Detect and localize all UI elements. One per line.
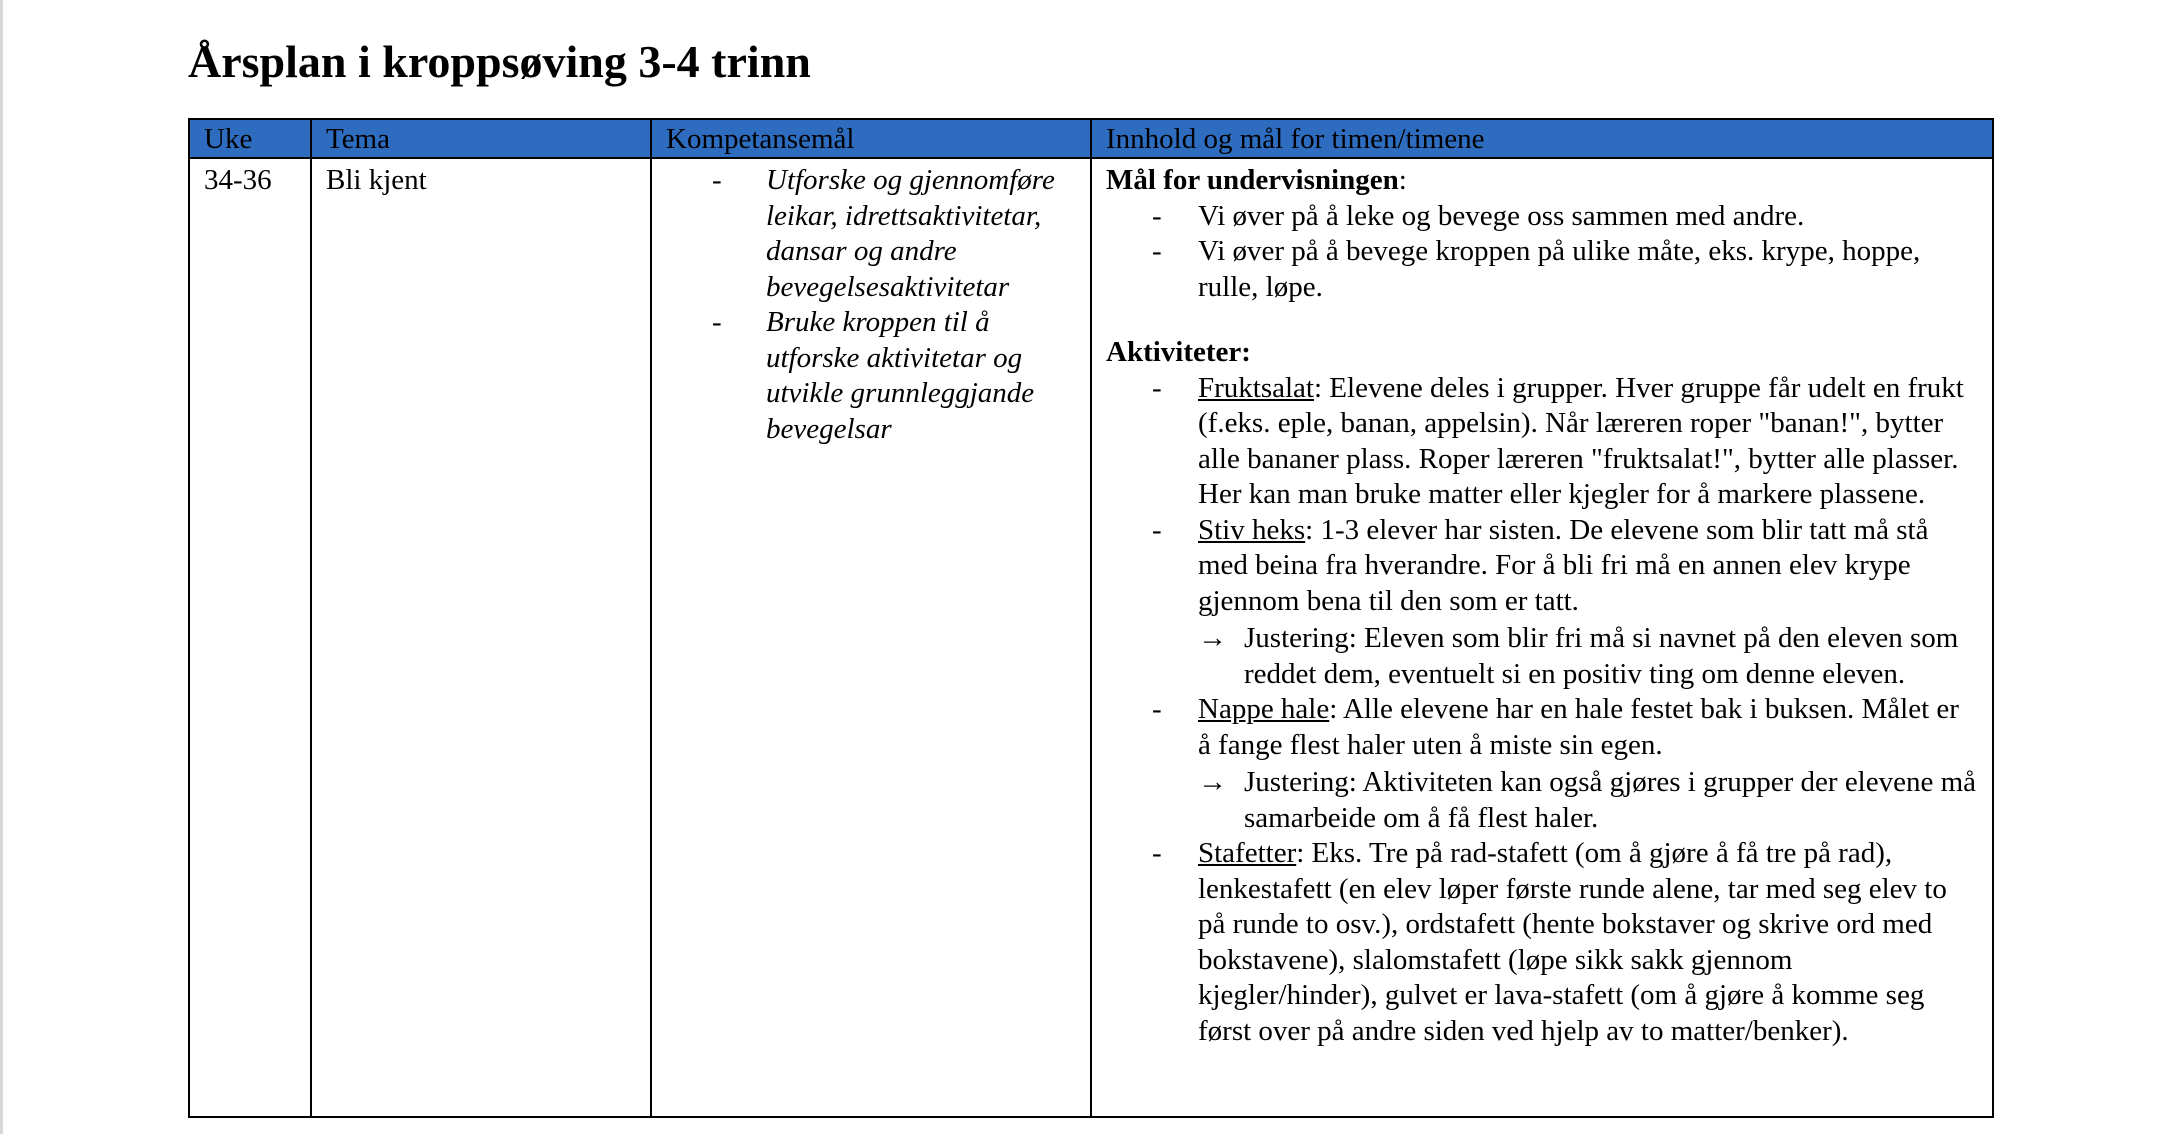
year-plan-table — [188, 118, 1994, 1118]
header-content: Innhold og mål for timen/timene — [1091, 119, 1993, 158]
adjustment-text: Justering: Aktiviteten kan også gjøres i grupper der elevene må samarbeide om å få flest haler. — [1244, 766, 1977, 834]
right-arrow-icon: → — [1198, 622, 1227, 654]
activity-name: Fruktsalat — [1198, 371, 1314, 404]
goal-item: - Utforske og gjennomføre leikar, idrettsaktivitetar, dansar og andre bevegelsesaktivitetar — [676, 163, 1082, 305]
cell-week: 34-36 — [189, 158, 311, 1117]
teaching-goals-heading: Mål for undervisningen — [1106, 164, 1399, 196]
activity-description: : Eks. Tre på rad-stafett (om å gjøre å få tre på rad), lenkestafett (en elev løper første runde alene, tar med seg elev to på runde to osv.), ordstafett (hente bokstaver og skrive ord med bokstavene), slalomstafett (løpe sikk sakk gjennom kjegler/hinder), gulvet er lava-stafett (om å gjøre å komme seg først over på andre siden ved hjelp av to matter/benker). — [1198, 837, 1947, 1047]
document-title: Årsplan i kroppsøving 3-4 trinn — [188, 36, 811, 87]
activity-adjustment — [1106, 765, 1978, 836]
activity-description: : 1-3 elever har sisten. De elevene som blir tatt må stå med beina fra hverandre. For å bli fri må en annen elev krype gjennom bena til den som er tatt. — [1198, 513, 1929, 617]
activities-heading: Aktiviteter: — [1106, 336, 1251, 368]
header-week: Uke — [189, 119, 311, 158]
table-header-row — [189, 119, 1993, 158]
activity-adjustment — [1106, 621, 1978, 692]
activity-name: Stiv heks — [1198, 513, 1306, 546]
heading-colon: : — [1398, 164, 1407, 196]
activity-description: : Elevene deles i grupper. Hver gruppe får udelt en frukt (f.eks. eple, banan, appelsin). Når læreren roper "banan!", bytter alle bananer plass. Roper læreren "fruktsalat!", bytter alle plasser. Her kan man bruke matter eller kjegler for å markere plassene. — [1198, 371, 1964, 510]
teaching-goal-item: - Vi øver på å leke og bevege oss sammen med andre. — [1106, 199, 1978, 235]
cell-competence-goals — [651, 158, 1091, 1117]
header-theme: Tema — [311, 119, 651, 158]
teaching-goals-heading-line — [1106, 163, 1978, 199]
activity-item — [1106, 692, 1978, 763]
table-row — [189, 158, 1993, 1117]
activity-item — [1106, 836, 1978, 1049]
goal-item: - Bruke kroppen til å utforske aktivitetar og utvikle grunnleggjande bevegelsar — [676, 305, 1082, 447]
activity-item — [1106, 371, 1978, 513]
spacer — [1106, 305, 1978, 335]
activity-name: Stafetter — [1198, 837, 1297, 869]
activity-name: Nappe hale — [1198, 693, 1330, 725]
cell-content — [1091, 158, 1993, 1117]
adjustment-text: Justering: Eleven som blir fri må si navnet på den eleven som reddet dem, eventuelt si en positiv ting om denne eleven. — [1244, 622, 1959, 690]
right-arrow-icon: → — [1198, 766, 1227, 798]
activity-item — [1106, 513, 1978, 620]
cell-theme: Bli kjent — [311, 158, 651, 1117]
header-competence-goals: Kompetansemål — [651, 119, 1091, 158]
activity-description: : Alle elevene har en hale festet bak i buksen. Målet er å fange flest haler uten å miste sin egen. — [1198, 693, 1959, 761]
page-left-edge — [0, 0, 3, 1134]
teaching-goal-item: - Vi øver på å bevege kroppen på ulike måte, eks. krype, hoppe, rulle, løpe. — [1106, 234, 1978, 305]
